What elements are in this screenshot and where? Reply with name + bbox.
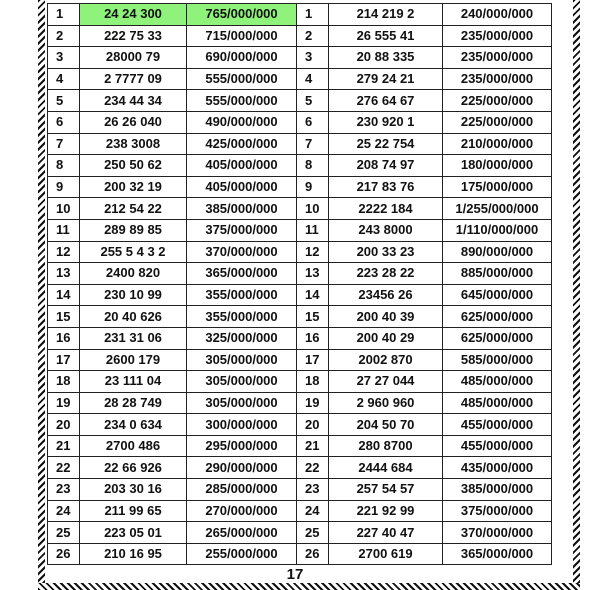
right-prize-amount-cell: 485/000/000	[443, 392, 552, 414]
table-row	[48, 327, 552, 349]
right-rank-cell: 1	[297, 4, 329, 26]
table-row	[48, 155, 552, 177]
right-prize-amount-cell: 240/000/000	[443, 4, 552, 26]
left-prize-amount-cell: 305/000/000	[187, 371, 297, 393]
table-row	[48, 500, 552, 522]
left-rank-cell: 9	[48, 176, 80, 198]
left-rank-cell: 18	[48, 371, 80, 393]
left-rank-cell: 14	[48, 284, 80, 306]
right-decorative-border	[573, 0, 580, 590]
right-rank-cell: 9	[297, 176, 329, 198]
left-ticket-number-cell: 289 89 85	[80, 219, 187, 241]
right-rank-cell: 5	[297, 90, 329, 112]
right-ticket-number-cell: 2700 619	[329, 543, 443, 565]
page-number: 17	[286, 566, 304, 583]
right-ticket-number-cell: 243 8000	[329, 219, 443, 241]
right-prize-amount-cell: 370/000/000	[443, 522, 552, 544]
table-row	[48, 284, 552, 306]
right-prize-amount-cell: 365/000/000	[443, 543, 552, 565]
right-rank-cell: 19	[297, 392, 329, 414]
left-ticket-number-cell: 212 54 22	[80, 198, 187, 220]
right-prize-amount-cell: 890/000/000	[443, 241, 552, 263]
right-rank-cell: 18	[297, 371, 329, 393]
left-rank-cell: 19	[48, 392, 80, 414]
left-prize-amount-cell: 355/000/000	[187, 306, 297, 328]
right-prize-amount-cell: 225/000/000	[443, 90, 552, 112]
left-prize-amount-cell: 355/000/000	[187, 284, 297, 306]
right-ticket-number-cell: 25 22 754	[329, 133, 443, 155]
left-ticket-number-cell: 222 75 33	[80, 25, 187, 47]
left-ticket-number-cell: 24 24 300	[80, 4, 187, 26]
left-prize-amount-cell: 370/000/000	[187, 241, 297, 263]
left-ticket-number-cell: 210 16 95	[80, 543, 187, 565]
left-prize-amount-cell: 405/000/000	[187, 176, 297, 198]
left-prize-amount-cell: 285/000/000	[187, 479, 297, 501]
bottom-decorative-border	[38, 583, 580, 590]
right-prize-amount-cell: 235/000/000	[443, 47, 552, 69]
left-ticket-number-cell: 203 30 16	[80, 479, 187, 501]
right-ticket-number-cell: 2 960 960	[329, 392, 443, 414]
left-prize-amount-cell: 385/000/000	[187, 198, 297, 220]
right-rank-cell: 6	[297, 111, 329, 133]
left-rank-cell: 10	[48, 198, 80, 220]
right-rank-cell: 15	[297, 306, 329, 328]
left-prize-amount-cell: 305/000/000	[187, 392, 297, 414]
left-prize-amount-cell: 270/000/000	[187, 500, 297, 522]
left-rank-cell: 8	[48, 155, 80, 177]
table-row	[48, 176, 552, 198]
right-ticket-number-cell: 227 40 47	[329, 522, 443, 544]
right-ticket-number-cell: 221 92 99	[329, 500, 443, 522]
right-rank-cell: 11	[297, 219, 329, 241]
left-ticket-number-cell: 2700 486	[80, 435, 187, 457]
left-prize-amount-cell: 715/000/000	[187, 25, 297, 47]
right-prize-amount-cell: 585/000/000	[443, 349, 552, 371]
right-ticket-number-cell: 26 555 41	[329, 25, 443, 47]
table-row	[48, 47, 552, 69]
right-prize-amount-cell: 455/000/000	[443, 435, 552, 457]
table-row	[48, 479, 552, 501]
right-ticket-number-cell: 208 74 97	[329, 155, 443, 177]
left-rank-cell: 11	[48, 219, 80, 241]
table-row	[48, 392, 552, 414]
left-prize-amount-cell: 405/000/000	[187, 155, 297, 177]
table-row	[48, 90, 552, 112]
left-rank-cell: 15	[48, 306, 80, 328]
right-rank-cell: 7	[297, 133, 329, 155]
left-rank-cell: 25	[48, 522, 80, 544]
prize-table	[47, 3, 552, 565]
left-prize-amount-cell: 295/000/000	[187, 435, 297, 457]
left-rank-cell: 12	[48, 241, 80, 263]
left-ticket-number-cell: 20 40 626	[80, 306, 187, 328]
left-ticket-number-cell: 255 5 4 3 2	[80, 241, 187, 263]
right-rank-cell: 4	[297, 68, 329, 90]
left-rank-cell: 26	[48, 543, 80, 565]
right-prize-amount-cell: 435/000/000	[443, 457, 552, 479]
right-prize-amount-cell: 235/000/000	[443, 68, 552, 90]
right-prize-amount-cell: 885/000/000	[443, 263, 552, 285]
right-ticket-number-cell: 257 54 57	[329, 479, 443, 501]
left-ticket-number-cell: 28000 79	[80, 47, 187, 69]
right-prize-amount-cell: 210/000/000	[443, 133, 552, 155]
right-ticket-number-cell: 204 50 70	[329, 414, 443, 436]
left-prize-amount-cell: 375/000/000	[187, 219, 297, 241]
table-row	[48, 522, 552, 544]
left-ticket-number-cell: 231 31 06	[80, 327, 187, 349]
left-prize-amount-cell: 290/000/000	[187, 457, 297, 479]
right-prize-amount-cell: 385/000/000	[443, 479, 552, 501]
right-rank-cell: 21	[297, 435, 329, 457]
left-rank-cell: 17	[48, 349, 80, 371]
left-ticket-number-cell: 250 50 62	[80, 155, 187, 177]
right-ticket-number-cell: 279 24 21	[329, 68, 443, 90]
left-prize-amount-cell: 555/000/000	[187, 90, 297, 112]
right-rank-cell: 14	[297, 284, 329, 306]
right-rank-cell: 20	[297, 414, 329, 436]
right-rank-cell: 10	[297, 198, 329, 220]
right-ticket-number-cell: 2002 870	[329, 349, 443, 371]
right-prize-amount-cell: 625/000/000	[443, 327, 552, 349]
left-prize-amount-cell: 555/000/000	[187, 68, 297, 90]
left-ticket-number-cell: 238 3008	[80, 133, 187, 155]
left-ticket-number-cell: 223 05 01	[80, 522, 187, 544]
right-ticket-number-cell: 200 40 29	[329, 327, 443, 349]
left-rank-cell: 1	[48, 4, 80, 26]
right-ticket-number-cell: 214 219 2	[329, 4, 443, 26]
table-row	[48, 457, 552, 479]
left-rank-cell: 3	[48, 47, 80, 69]
left-ticket-number-cell: 2 7777 09	[80, 68, 187, 90]
right-rank-cell: 13	[297, 263, 329, 285]
left-ticket-number-cell: 28 28 749	[80, 392, 187, 414]
left-prize-amount-cell: 425/000/000	[187, 133, 297, 155]
table-row	[48, 111, 552, 133]
left-ticket-number-cell: 211 99 65	[80, 500, 187, 522]
table-row	[48, 241, 552, 263]
left-rank-cell: 23	[48, 479, 80, 501]
left-rank-cell: 16	[48, 327, 80, 349]
right-ticket-number-cell: 2222 184	[329, 198, 443, 220]
table-row	[48, 543, 552, 565]
left-ticket-number-cell: 234 44 34	[80, 90, 187, 112]
left-ticket-number-cell: 23 111 04	[80, 371, 187, 393]
right-rank-cell: 22	[297, 457, 329, 479]
left-rank-cell: 20	[48, 414, 80, 436]
right-rank-cell: 2	[297, 25, 329, 47]
right-rank-cell: 12	[297, 241, 329, 263]
right-rank-cell: 16	[297, 327, 329, 349]
right-ticket-number-cell: 276 64 67	[329, 90, 443, 112]
left-prize-amount-cell: 300/000/000	[187, 414, 297, 436]
table-row	[48, 133, 552, 155]
table-row	[48, 4, 552, 26]
right-prize-amount-cell: 645/000/000	[443, 284, 552, 306]
left-rank-cell: 21	[48, 435, 80, 457]
right-prize-amount-cell: 175/000/000	[443, 176, 552, 198]
left-ticket-number-cell: 200 32 19	[80, 176, 187, 198]
left-ticket-number-cell: 22 66 926	[80, 457, 187, 479]
right-prize-amount-cell: 485/000/000	[443, 371, 552, 393]
left-rank-cell: 22	[48, 457, 80, 479]
table-row	[48, 371, 552, 393]
right-ticket-number-cell: 200 40 39	[329, 306, 443, 328]
left-ticket-number-cell: 234 0 634	[80, 414, 187, 436]
left-prize-amount-cell: 255/000/000	[187, 543, 297, 565]
left-ticket-number-cell: 2600 179	[80, 349, 187, 371]
right-rank-cell: 3	[297, 47, 329, 69]
table-row	[48, 349, 552, 371]
table-row	[48, 68, 552, 90]
left-prize-amount-cell: 365/000/000	[187, 263, 297, 285]
right-ticket-number-cell: 217 83 76	[329, 176, 443, 198]
left-prize-amount-cell: 490/000/000	[187, 111, 297, 133]
right-prize-amount-cell: 235/000/000	[443, 25, 552, 47]
right-ticket-number-cell: 2444 684	[329, 457, 443, 479]
right-rank-cell: 23	[297, 479, 329, 501]
left-ticket-number-cell: 230 10 99	[80, 284, 187, 306]
right-prize-amount-cell: 225/000/000	[443, 111, 552, 133]
right-ticket-number-cell: 23456 26	[329, 284, 443, 306]
table-row	[48, 198, 552, 220]
left-rank-cell: 5	[48, 90, 80, 112]
left-rank-cell: 6	[48, 111, 80, 133]
left-prize-amount-cell: 325/000/000	[187, 327, 297, 349]
table-row	[48, 414, 552, 436]
left-decorative-border	[38, 0, 45, 590]
left-rank-cell: 4	[48, 68, 80, 90]
left-prize-amount-cell: 690/000/000	[187, 47, 297, 69]
right-rank-cell: 8	[297, 155, 329, 177]
table-row	[48, 219, 552, 241]
left-rank-cell: 13	[48, 263, 80, 285]
prize-table-body	[48, 4, 552, 565]
right-ticket-number-cell: 230 920 1	[329, 111, 443, 133]
right-prize-amount-cell: 1/255/000/000	[443, 198, 552, 220]
left-ticket-number-cell: 2400 820	[80, 263, 187, 285]
left-prize-amount-cell: 765/000/000	[187, 4, 297, 26]
left-prize-amount-cell: 265/000/000	[187, 522, 297, 544]
right-rank-cell: 17	[297, 349, 329, 371]
right-rank-cell: 26	[297, 543, 329, 565]
table-row	[48, 263, 552, 285]
right-ticket-number-cell: 200 33 23	[329, 241, 443, 263]
left-prize-amount-cell: 305/000/000	[187, 349, 297, 371]
table-row	[48, 25, 552, 47]
table-row	[48, 306, 552, 328]
table-row	[48, 435, 552, 457]
right-ticket-number-cell: 20 88 335	[329, 47, 443, 69]
left-rank-cell: 2	[48, 25, 80, 47]
right-rank-cell: 25	[297, 522, 329, 544]
right-ticket-number-cell: 280 8700	[329, 435, 443, 457]
right-prize-amount-cell: 1/110/000/000	[443, 219, 552, 241]
left-ticket-number-cell: 26 26 040	[80, 111, 187, 133]
right-prize-amount-cell: 625/000/000	[443, 306, 552, 328]
right-prize-amount-cell: 180/000/000	[443, 155, 552, 177]
right-prize-amount-cell: 375/000/000	[443, 500, 552, 522]
right-ticket-number-cell: 223 28 22	[329, 263, 443, 285]
right-prize-amount-cell: 455/000/000	[443, 414, 552, 436]
right-ticket-number-cell: 27 27 044	[329, 371, 443, 393]
left-rank-cell: 24	[48, 500, 80, 522]
left-rank-cell: 7	[48, 133, 80, 155]
right-rank-cell: 24	[297, 500, 329, 522]
